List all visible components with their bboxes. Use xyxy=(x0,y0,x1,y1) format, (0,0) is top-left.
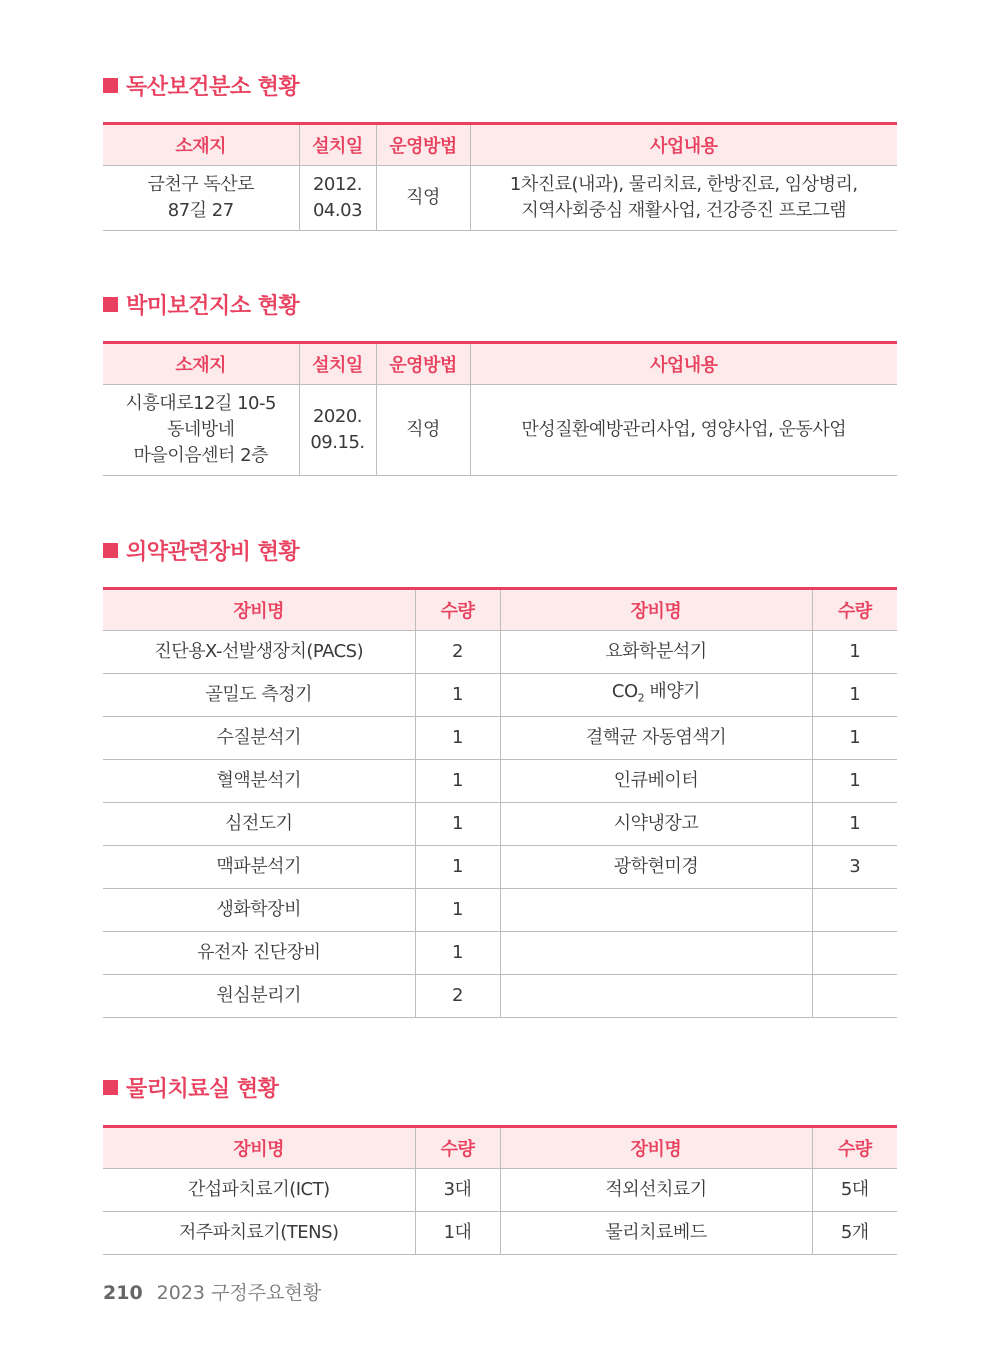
bakmi-table xyxy=(103,341,897,476)
equipment-qty: 1 xyxy=(812,631,897,674)
bullet-square-icon xyxy=(103,78,118,93)
cell-operation: 직영 xyxy=(376,385,470,476)
cell-business: 만성질환예방관리사업, 영양사업, 운동사업 xyxy=(470,385,897,476)
header-equipment-name: 장비명 xyxy=(103,1127,415,1169)
section-title-text: 물리치료실 현황 xyxy=(126,1077,279,1102)
header-operation: 운영방법 xyxy=(376,343,470,385)
equipment-qty: 3 xyxy=(812,846,897,889)
equipment-qty: 1 xyxy=(812,803,897,846)
co2-rest: 배양기 xyxy=(644,680,701,702)
equipment-name: 골밀도 측정기 xyxy=(103,674,415,717)
table-header-row xyxy=(103,1127,897,1169)
equipment-qty: 1 xyxy=(415,846,500,889)
equipment-qty: 1 xyxy=(415,760,500,803)
section-title-text: 독산보건분소 현황 xyxy=(126,75,300,100)
date-line: 09.15. xyxy=(310,432,365,453)
equipment-name: 간섭파치료기(ICT) xyxy=(103,1169,415,1212)
bullet-square-icon xyxy=(103,297,118,312)
page-footer xyxy=(103,1278,321,1305)
medical-equipment-table xyxy=(103,587,897,1018)
equipment-qty: 1 xyxy=(812,674,897,717)
equipment-qty: 1 xyxy=(415,674,500,717)
section-title-text: 의약관련장비 현황 xyxy=(126,540,300,565)
table-row xyxy=(103,975,897,1018)
table-row xyxy=(103,166,897,231)
header-quantity: 수량 xyxy=(415,1127,500,1169)
equipment-name: 인큐베이터 xyxy=(500,760,812,803)
header-date: 설치일 xyxy=(299,343,376,385)
header-quantity: 수량 xyxy=(812,589,897,631)
equipment-name: 물리치료베드 xyxy=(500,1212,812,1255)
cell-operation: 직영 xyxy=(376,166,470,231)
co2-main: CO xyxy=(611,680,638,702)
table-row xyxy=(103,932,897,975)
date-line: 2012. xyxy=(312,174,363,195)
equipment-name xyxy=(500,889,812,932)
business-line: 1차진료(내과), 물리치료, 한방진료, 임상병리, xyxy=(509,174,858,195)
equipment-qty: 1 xyxy=(415,889,500,932)
table-row xyxy=(103,631,897,674)
table-row xyxy=(103,1169,897,1212)
equipment-name: 생화학장비 xyxy=(103,889,415,932)
header-quantity: 수량 xyxy=(812,1127,897,1169)
header-location: 소재지 xyxy=(103,124,299,166)
cell-location xyxy=(103,385,299,476)
equipment-name: 저주파치료기(TENS) xyxy=(103,1212,415,1255)
cell-date xyxy=(299,166,376,231)
equipment-qty: 2 xyxy=(415,631,500,674)
location-line: 동네방네 xyxy=(166,419,235,440)
section-title-text: 박미보건지소 현황 xyxy=(126,294,300,319)
header-quantity: 수량 xyxy=(415,589,500,631)
equipment-name xyxy=(500,674,812,717)
table-row xyxy=(103,760,897,803)
publication-title: 2023 구정주요현황 xyxy=(156,1282,322,1304)
table-row xyxy=(103,1212,897,1255)
equipment-name: 심전도기 xyxy=(103,803,415,846)
physical-therapy-table xyxy=(103,1125,897,1255)
equipment-qty: 1 xyxy=(415,717,500,760)
equipment-qty: 1 xyxy=(812,760,897,803)
table-row xyxy=(103,803,897,846)
header-location: 소재지 xyxy=(103,343,299,385)
page-number: 210 xyxy=(103,1282,143,1304)
date-line: 04.03 xyxy=(312,200,363,221)
location-line: 마을이음센터 2층 xyxy=(133,445,268,466)
table-header-row xyxy=(103,124,897,166)
header-equipment-name: 장비명 xyxy=(500,1127,812,1169)
equipment-name: 요화학분석기 xyxy=(500,631,812,674)
equipment-name: 맥파분석기 xyxy=(103,846,415,889)
equipment-name xyxy=(500,975,812,1018)
equipment-name xyxy=(500,932,812,975)
table-row xyxy=(103,717,897,760)
equipment-qty xyxy=(812,975,897,1018)
header-business: 사업내용 xyxy=(470,124,897,166)
table-row xyxy=(103,889,897,932)
equipment-name: 결핵균 자동염색기 xyxy=(500,717,812,760)
equipment-qty: 2 xyxy=(415,975,500,1018)
section-title-bakmi xyxy=(103,289,299,320)
table-header-row xyxy=(103,589,897,631)
section-title-physical-therapy xyxy=(103,1072,278,1103)
equipment-name: 수질분석기 xyxy=(103,717,415,760)
doksan-table xyxy=(103,122,897,231)
header-date: 설치일 xyxy=(299,124,376,166)
equipment-name: 원심분리기 xyxy=(103,975,415,1018)
cell-date xyxy=(299,385,376,476)
cell-location xyxy=(103,166,299,231)
equipment-qty xyxy=(812,889,897,932)
equipment-qty: 5개 xyxy=(812,1212,897,1255)
location-line: 시흥대로12길 10-5 xyxy=(125,393,276,414)
equipment-qty: 3대 xyxy=(415,1169,500,1212)
table-row xyxy=(103,385,897,476)
equipment-qty: 1 xyxy=(415,932,500,975)
bullet-square-icon xyxy=(103,1080,118,1095)
header-operation: 운영방법 xyxy=(376,124,470,166)
equipment-name: 혈액분석기 xyxy=(103,760,415,803)
equipment-qty: 5대 xyxy=(812,1169,897,1212)
equipment-qty: 1대 xyxy=(415,1212,500,1255)
business-line: 지역사회중심 재활사업, 건강증진 프로그램 xyxy=(521,200,847,221)
section-title-doksan xyxy=(103,70,299,101)
header-equipment-name: 장비명 xyxy=(500,589,812,631)
header-business: 사업내용 xyxy=(470,343,897,385)
table-row xyxy=(103,674,897,717)
equipment-name: 진단용X-선발생장치(PACS) xyxy=(103,631,415,674)
section-title-medical-equipment xyxy=(103,535,299,566)
co2-subscript: 2 xyxy=(637,691,645,705)
header-equipment-name: 장비명 xyxy=(103,589,415,631)
equipment-qty xyxy=(812,932,897,975)
location-line: 금천구 독산로 xyxy=(147,174,255,195)
equipment-name: 광학현미경 xyxy=(500,846,812,889)
location-line: 87길 27 xyxy=(167,200,234,221)
table-row xyxy=(103,846,897,889)
equipment-name: 유전자 진단장비 xyxy=(103,932,415,975)
date-line: 2020. xyxy=(312,406,363,427)
bullet-square-icon xyxy=(103,543,118,558)
cell-business xyxy=(470,166,897,231)
equipment-qty: 1 xyxy=(812,717,897,760)
table-header-row xyxy=(103,343,897,385)
equipment-name: 시약냉장고 xyxy=(500,803,812,846)
equipment-name: 적외선치료기 xyxy=(500,1169,812,1212)
equipment-qty: 1 xyxy=(415,803,500,846)
